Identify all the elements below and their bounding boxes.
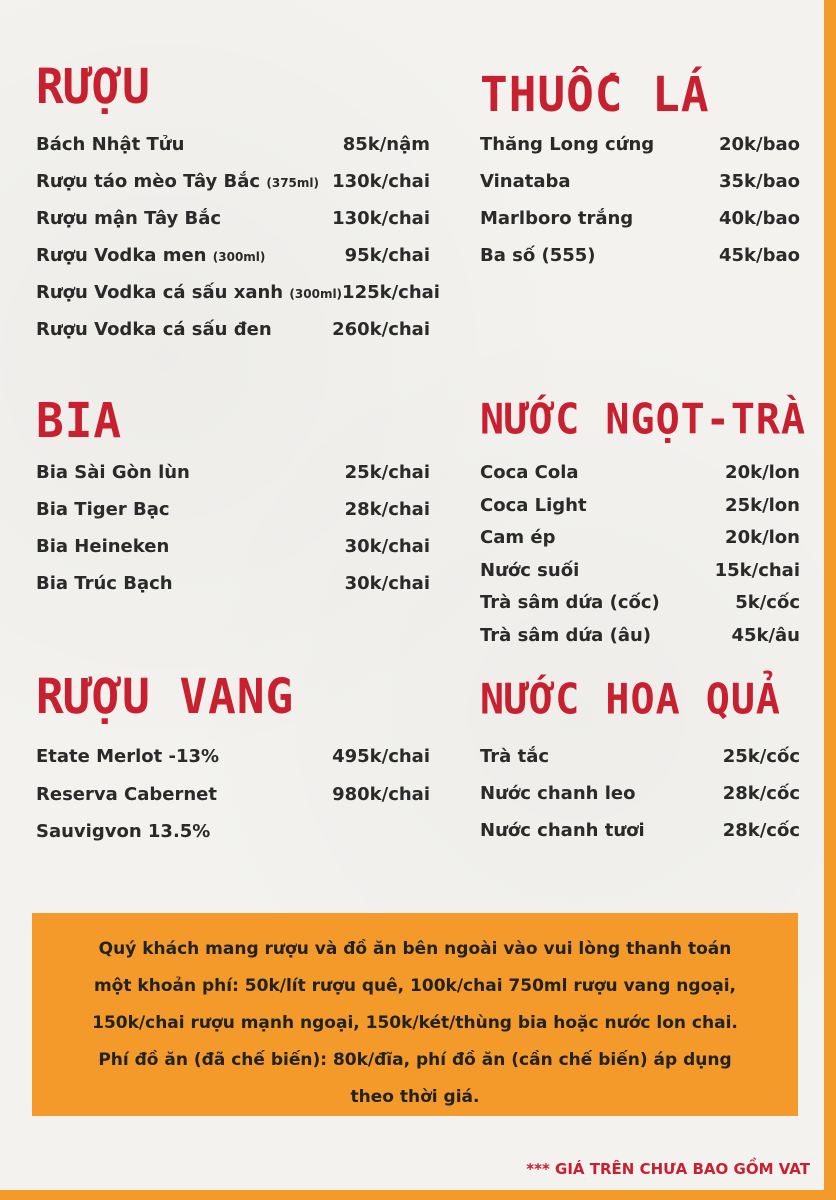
menu-item-price: 45k/bao xyxy=(719,245,800,266)
menu-item-name xyxy=(480,245,596,266)
menu-item-name-text: Trà sâm dứa (cốc) xyxy=(480,592,660,613)
menu-item-name-text: Coca Light xyxy=(480,494,587,516)
menu-item xyxy=(480,245,800,282)
menu-item-name xyxy=(36,746,219,767)
section-title-thuoc-la: THUỐC LÁ xyxy=(480,65,710,123)
menu-item-name-text: Coca Cola xyxy=(480,462,579,483)
list-thuoc-la xyxy=(480,134,800,282)
menu-item-name-text: Rượu mận Tây Bắc xyxy=(36,208,222,229)
notice-line: 150k/chai rượu mạnh ngoại, 150k/két/thùng bia hoặc nước lon chai. xyxy=(92,1013,738,1033)
menu-item-name-text: Bách Nhật Tửu xyxy=(36,134,185,155)
list-ruou xyxy=(36,134,440,356)
orange-frame-bottom xyxy=(0,1190,836,1200)
notice-line: Quý khách mang rượu và đồ ăn bên ngoài vào vui lòng thanh toán xyxy=(98,939,732,959)
menu-item-name-text: Vinataba xyxy=(480,171,571,192)
menu-item-name xyxy=(480,495,587,516)
menu-item xyxy=(480,625,800,658)
menu-item xyxy=(480,527,800,560)
menu-item-name-text: Rượu Vodka cá sấu đen xyxy=(36,319,272,340)
menu-item-name xyxy=(480,746,549,767)
menu-item-volume: (300ml) xyxy=(212,250,266,264)
list-ruou-vang xyxy=(36,746,430,859)
menu-item-name xyxy=(480,527,555,548)
vat-note: *** GIÁ TRÊN CHƯA BAO GỒM VAT xyxy=(526,1160,810,1178)
menu-item-price: 20k/lon xyxy=(725,527,800,548)
menu-item xyxy=(480,208,800,245)
menu-item xyxy=(36,536,430,573)
menu-item-price: 28k/cốc xyxy=(722,820,800,841)
menu-item xyxy=(36,208,430,245)
menu-item-name xyxy=(480,560,579,581)
menu-item-price: 130k/chai xyxy=(332,208,430,229)
menu-item-name-text: Nước chanh leo xyxy=(480,783,636,804)
menu-item-name xyxy=(36,208,221,229)
menu-item-name-text: Trà tắc xyxy=(480,746,550,767)
menu-item xyxy=(36,821,430,859)
menu-item xyxy=(36,784,430,822)
menu-item-price: 260k/chai xyxy=(332,319,430,340)
menu-item-name xyxy=(480,134,654,155)
section-title-bia: BIA xyxy=(36,391,123,449)
menu-item-name-text: Rượu Vodka men xyxy=(36,245,207,266)
menu-item-price: 980k/chai xyxy=(332,783,430,805)
menu-item-price: 85k/nậm xyxy=(342,134,430,155)
menu-item-price: 25k/lon xyxy=(725,494,800,516)
menu-item xyxy=(36,746,430,784)
menu-item-name xyxy=(36,536,169,557)
menu-item-price: 40k/bao xyxy=(719,208,800,229)
menu-item-name xyxy=(480,462,579,483)
menu-item-price: 20k/bao xyxy=(719,134,800,155)
menu-item-name-text: Trà sâm dứa (âu) xyxy=(480,624,651,646)
list-bia xyxy=(36,462,430,610)
menu-item-price: 28k/cốc xyxy=(722,783,800,804)
menu-item xyxy=(480,783,800,820)
section-title-ruou: RƯỢU xyxy=(36,57,151,115)
section-nuoc-hoa-qua xyxy=(480,672,800,857)
menu-item-price: 130k/chai xyxy=(332,171,430,192)
outside-food-notice xyxy=(32,913,798,1116)
menu-item-name-text: Bia Tiger Bạc xyxy=(36,499,170,520)
menu-item-name-text: Ba số (555) xyxy=(480,245,596,266)
menu-item-price: 495k/chai xyxy=(332,746,430,767)
menu-item-price: 35k/bao xyxy=(719,171,800,192)
menu-item xyxy=(36,171,430,208)
menu-item-name xyxy=(36,134,184,155)
menu-item-name-text: Rượu táo mèo Tây Bắc xyxy=(36,171,261,192)
menu-item-name-text: Marlboro trắng xyxy=(480,208,634,229)
menu-item-name xyxy=(480,592,660,613)
menu-item-name xyxy=(36,462,190,483)
section-title-nuoc-hoa-qua: NƯỚC HOA QUẢ xyxy=(480,675,781,725)
notice-line: theo thời giá. xyxy=(350,1087,480,1107)
section-ruou xyxy=(36,57,440,356)
section-ruou-vang xyxy=(36,668,430,859)
menu-item-price: 30k/chai xyxy=(344,573,430,594)
section-nuoc-ngot xyxy=(480,392,807,657)
menu-item-name-text: Etate Merlot -13% xyxy=(36,746,220,767)
menu-item-name xyxy=(480,171,571,192)
menu-item xyxy=(36,319,430,356)
menu-item-name-text: Thăng Long cứng xyxy=(480,134,655,155)
menu-item-name xyxy=(480,783,635,804)
menu-item-name-text: Bia Trúc Bạch xyxy=(36,573,173,594)
notice-line: Phí đồ ăn (đã chế biến): 80k/đĩa, phí đồ ăn (cần chế biến) áp dụng xyxy=(98,1050,732,1070)
menu-item-name-text: Nước suối xyxy=(480,559,580,581)
menu-item xyxy=(480,171,800,208)
menu-item xyxy=(480,134,800,171)
menu-item-price: 25k/cốc xyxy=(722,746,800,767)
menu-item-price: 45k/âu xyxy=(731,624,800,646)
menu-item xyxy=(36,499,430,536)
menu-item-volume: (375ml) xyxy=(266,176,319,190)
menu-item xyxy=(36,573,430,610)
menu-item-name-text: Cam ép xyxy=(480,527,556,548)
menu-item-price: 95k/chai xyxy=(344,245,430,266)
section-bia xyxy=(36,392,430,610)
menu-item-price: 15k/chai xyxy=(714,559,800,581)
menu-item-price: 30k/chai xyxy=(344,536,430,557)
menu-item xyxy=(36,134,430,171)
menu-item-price: 125k/chai xyxy=(342,282,440,303)
menu-item xyxy=(36,282,440,319)
menu-item-name xyxy=(36,784,217,805)
list-nuoc-ngot xyxy=(480,462,800,657)
list-nuoc-hoa-qua xyxy=(480,746,800,857)
menu-item xyxy=(480,560,800,593)
section-thuoc-la xyxy=(480,66,800,282)
menu-item-volume: (300ml) xyxy=(289,287,343,301)
menu-item-name-text: Reserva Cabernet xyxy=(36,783,217,805)
menu-item-price: 25k/chai xyxy=(344,462,430,483)
menu-item-price: 20k/lon xyxy=(725,462,800,483)
section-title-ruou-vang: RƯỢU VANG xyxy=(36,667,295,725)
menu-item-name-text: Bia Heineken xyxy=(36,536,170,557)
menu-item-price: 5k/cốc xyxy=(735,592,800,613)
menu-item xyxy=(480,746,800,783)
notice-line: một khoản phí: 50k/lít rượu quê, 100k/chai 750ml rượu vang ngoại, xyxy=(93,976,737,996)
menu-item-name-text: Nước chanh tươi xyxy=(480,820,645,841)
menu-item-name-text: Rượu Vodka cá sấu xanh xyxy=(36,282,284,303)
menu-item-name xyxy=(480,820,645,841)
menu-item-name xyxy=(480,625,651,646)
menu-item-name xyxy=(36,171,319,192)
menu-item xyxy=(480,592,800,625)
section-title-nuoc-ngot: NƯỚC NGỌT-TRÀ xyxy=(480,395,807,445)
menu-item-name xyxy=(36,282,342,303)
menu-item-name xyxy=(36,573,173,594)
menu-item xyxy=(480,495,800,528)
menu-item-name xyxy=(36,245,265,266)
menu-item-name xyxy=(36,821,210,842)
menu-item-name-text: Sauvigvon 13.5% xyxy=(36,821,211,842)
menu-item xyxy=(480,462,800,495)
orange-frame-right xyxy=(824,0,836,1200)
menu-item-price: 28k/chai xyxy=(344,499,430,520)
menu-item-name xyxy=(480,208,633,229)
menu-item xyxy=(36,462,430,499)
menu-item-name-text: Bia Sài Gòn lùn xyxy=(36,462,190,483)
menu-item-name xyxy=(36,319,272,340)
menu-item xyxy=(480,820,800,857)
menu-item-name xyxy=(36,499,170,520)
menu-item xyxy=(36,245,430,282)
